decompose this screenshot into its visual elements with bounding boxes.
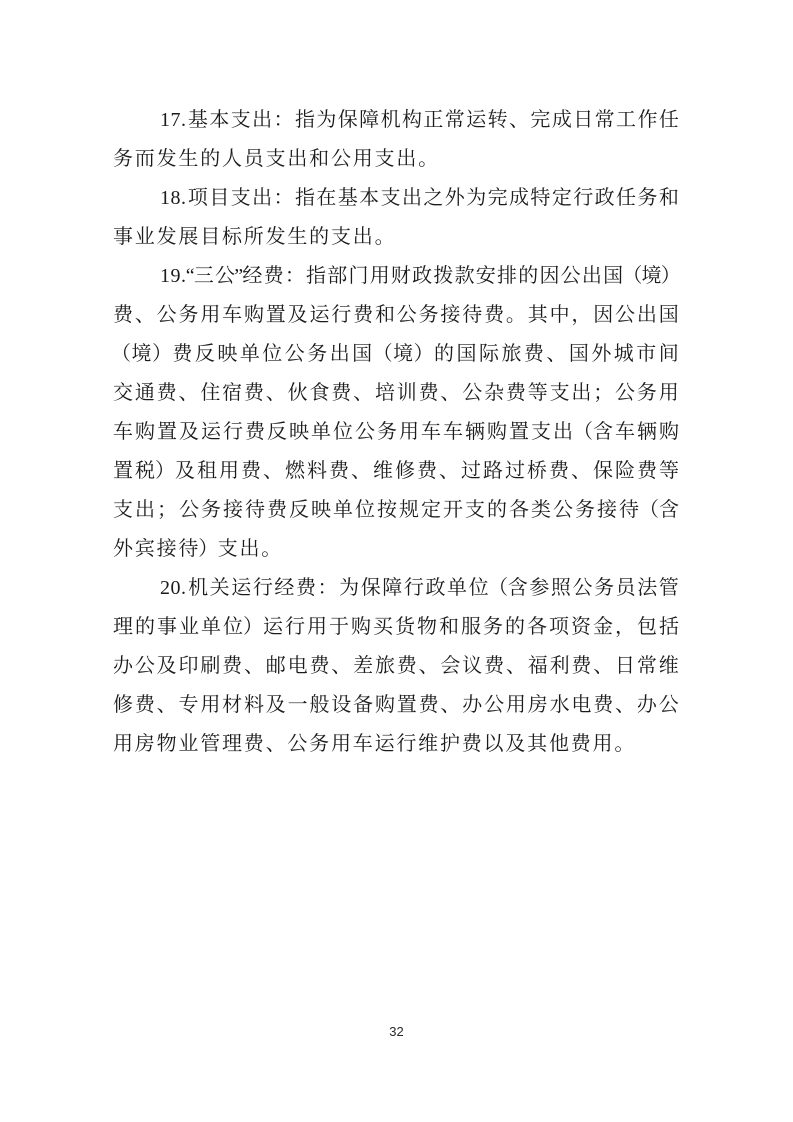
paragraph-line: 理 的 事 业 单 位 ） 运 行 用 于 购 买 货 物 和 服 务 的 各 项 资 金 ， 包 括 <box>113 616 679 638</box>
paragraph-line: 办 公 及 印 刷 费 、 邮 电 费 、 差 旅 费 、 会 议 费 、 福 利 费 、 日 常 维 <box>113 655 679 677</box>
page-number: 32 <box>389 1024 404 1039</box>
paragraph-line: 20. 机 关 运 行 经 费 ： 为 保 障 行 政 单 位 （ 含 参 照 公 务 员 法 管 <box>160 577 679 599</box>
paragraph-line: 务 而 发 生 的 人 员 支 出 和 公 用 支 出 。 <box>113 148 439 170</box>
paragraph-line: 外 宾 接 待 ） 支 出 。 <box>113 538 282 560</box>
definitions-text <box>113 101 679 764</box>
paragraph-line: 事 业 发 展 目 标 所 发 生 的 支 出 。 <box>113 226 395 248</box>
paragraph-line: 17. 基 本 支 出 ： 指 为 保 障 机 构 正 常 运 转 、 完 成 日 常 工 作 任 <box>160 109 679 131</box>
paragraph-line: 置 税 ） 及 租 用 费 、 燃 料 费 、 维 修 费 、 过 路 过 桥 费 、 保 险 费 等 <box>113 460 679 482</box>
paragraph-line: 支 出 ； 公 务 接 待 费 反 映 单 位 按 规 定 开 支 的 各 类 公 务 接 待 （ 含 <box>113 499 679 521</box>
paragraph-line: 19. “ 三 公 ” 经 费 ： 指 部 门 用 财 政 拨 款 安 排 的 因 公 出 国 （ 境 ） <box>160 265 681 287</box>
paragraph-line: 18. 项 目 支 出 ： 指 在 基 本 支 出 之 外 为 完 成 特 定 行 政 任 务 和 <box>160 187 679 209</box>
paragraph-line: （ 境 ） 费 反 映 单 位 公 务 出 国 （ 境 ） 的 国 际 旅 费 、 国 外 城 市 间 <box>111 343 679 365</box>
paragraph-line: 用 房 物 业 管 理 费 、 公 务 用 车 运 行 维 护 费 以 及 其 他 费 用 。 <box>113 733 635 755</box>
page-footer <box>0 1023 793 1041</box>
paragraph-line: 车 购 置 及 运 行 费 反 映 单 位 公 务 用 车 车 辆 购 置 支 出 （ 含 车 辆 购 <box>113 421 679 443</box>
paragraph-line: 费 、 公 务 用 车 购 置 及 运 行 费 和 公 务 接 待 费 。 其 中 ， 因 公 出 国 <box>113 304 679 326</box>
paragraph-line: 修 费 、 专 用 材 料 及 一 般 设 备 购 置 费 、 办 公 用 房 水 电 费 、 办 公 <box>113 694 679 716</box>
paragraph-line: 交 通 费 、 住 宿 费 、 伙 食 费 、 培 训 费 、 公 杂 费 等 支 出 ； 公 务 用 <box>113 382 679 404</box>
